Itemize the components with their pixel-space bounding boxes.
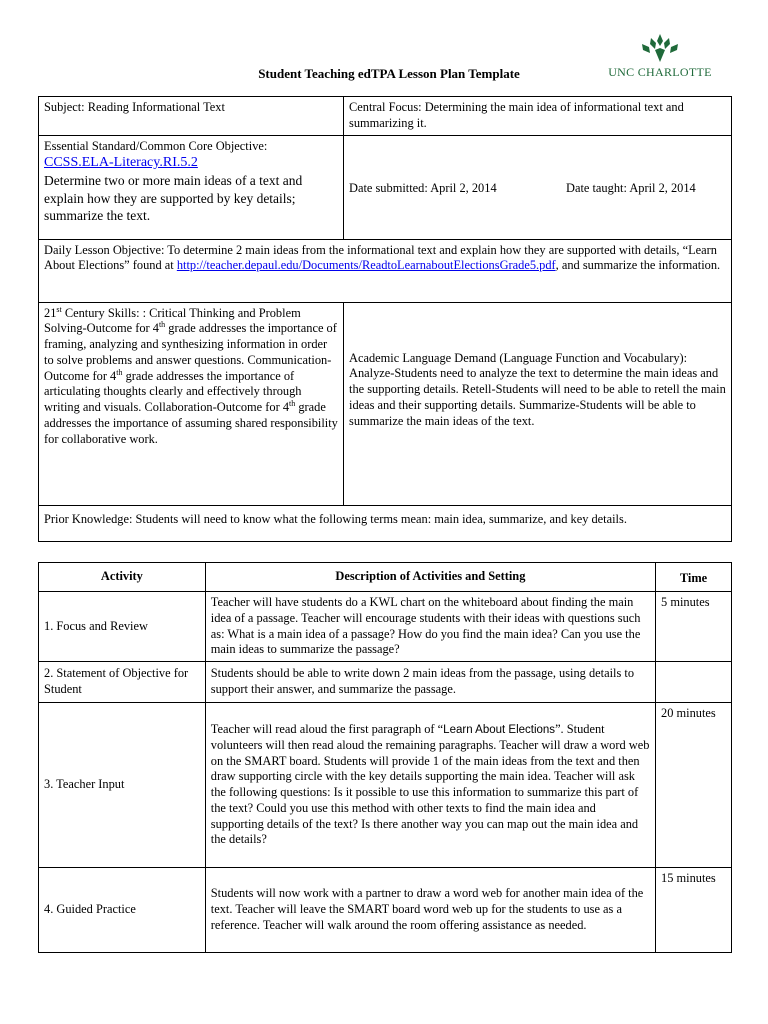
daily-objective-row bbox=[39, 239, 732, 302]
time-cell: 20 minutes bbox=[656, 703, 732, 868]
activity-cell: 4. Guided Practice bbox=[39, 868, 206, 953]
crown-leaf-icon bbox=[633, 32, 687, 64]
daily-objective-end: , and summarize the information. bbox=[555, 258, 721, 273]
skills-text-5: grade addresses the importance of assuming shared responsibility for collaborative work. bbox=[44, 400, 338, 446]
activity-cell: 1. Focus and Review bbox=[39, 592, 206, 662]
academic-language-cell: Academic Language Demand (Language Function and Vocabulary): Analyze-Students need to analyze the text to determine the main ideas and the supporting details. Retell-Students will need to be able to retell the main ideas and their supporting details. Summarize-Students will be able to summarize the main ideas of the text. bbox=[344, 302, 732, 505]
table-row bbox=[39, 703, 732, 868]
date-taught: Date taught: April 2, 2014 bbox=[566, 181, 696, 196]
activity-cell: 3. Teacher Input bbox=[39, 703, 206, 868]
standard-label: Essential Standard/Common Core Objective: bbox=[44, 138, 268, 153]
century-skills-cell bbox=[39, 302, 344, 505]
description-text-end: ”. Student volunteers will then read aloud the remaining paragraphs. Teacher will draw a word web on the SMART board. Students will provide 1 of the main ideas from the text and then draw supporting circle with the key details supporting the main idea. Teacher will ask the following questions: Is it possible to use this information to summarize this part of the text? Could you use this method with other texts to find the main idea and supporting details of the text? Is there another way you can map out the main idea and the details? bbox=[210, 722, 650, 847]
subject-row bbox=[39, 97, 732, 136]
description-cell bbox=[205, 703, 655, 868]
logo-text: UNC CHARLOTTE bbox=[608, 65, 712, 79]
skills-sup-4: th bbox=[289, 398, 296, 408]
skills-text-4: grade addresses the importance of articulating thoughts clearly and effectively through writing and visuals. Collaboration-Outcome for 4 bbox=[44, 368, 302, 414]
prior-knowledge-cell: Prior Knowledge: Students will need to know what the following terms mean: main idea, summarize, and key details. bbox=[39, 505, 732, 541]
description-header: Description of Activities and Setting bbox=[205, 563, 655, 592]
description-cell: Students will now work with a partner to draw a word web for another main idea of the text. Teacher will leave the SMART board word web up for the students to use as a reference. Teacher will walk around the room offering assistance as needed. bbox=[205, 868, 655, 953]
table-row bbox=[39, 592, 732, 662]
description-title: Learn About Elections bbox=[443, 724, 556, 736]
standard-text: Determine two or more main ideas of a text and explain how they are supported by key details; summarize the text. bbox=[44, 173, 303, 224]
activity-header: Activity bbox=[39, 563, 206, 592]
skills-sup-2: th bbox=[158, 320, 166, 330]
description-cell: Teacher will have students do a KWL chart on the whiteboard about finding the main idea of a passage. Teacher will encourage students with their ideas with questions such as: What is a main idea of a passage? How do you find the main idea? Can you use the main ideas to summarize the passage? bbox=[205, 592, 655, 662]
description-text: Teacher will read aloud the first paragraph of “ bbox=[210, 722, 444, 736]
standard-row bbox=[39, 135, 732, 239]
activities-header-row bbox=[39, 563, 732, 592]
daily-objective-text: Daily Lesson Objective: To determine 2 main ideas from the informational text and explain how they are supported with details, “Learn About Elections” found at bbox=[44, 242, 717, 273]
lesson-plan-table bbox=[38, 96, 732, 542]
date-submitted: Date submitted: April 2, 2014 bbox=[349, 181, 497, 196]
subject-cell: Subject: Reading Informational Text bbox=[39, 97, 344, 136]
standard-link[interactable]: CCSS.ELA-Literacy.RI.5.2 bbox=[44, 155, 198, 171]
time-cell: 5 minutes bbox=[656, 592, 732, 662]
table-row bbox=[39, 868, 732, 953]
description-cell: Students should be able to write down 2 main ideas from the passage, using details to support their answer, and summarize the passage. bbox=[205, 662, 655, 703]
prior-knowledge-row bbox=[39, 505, 732, 541]
table-row bbox=[39, 662, 732, 703]
time-cell: 15 minutes bbox=[656, 868, 732, 953]
daily-objective-cell bbox=[39, 239, 732, 302]
central-focus-cell: Central Focus: Determining the main idea of informational text and summarizing it. bbox=[344, 97, 732, 136]
daily-objective-link[interactable]: http://teacher.depaul.edu/Documents/ReadtoLearnaboutElectionsGrade5.pdf bbox=[176, 258, 556, 273]
activities-table bbox=[38, 562, 732, 953]
time-cell bbox=[656, 662, 732, 703]
skills-text-3: grade addresses the importance of framing, analyzing and synthesizing information in order to solve problems and answer questions. Communication-Outcome for 4 bbox=[44, 321, 337, 383]
skills-text-1: 21 bbox=[44, 305, 57, 320]
skills-sup-3: th bbox=[116, 367, 123, 377]
skills-row bbox=[39, 302, 732, 505]
activity-cell: 2. Statement of Objective for Student bbox=[39, 662, 206, 703]
dates-cell bbox=[344, 135, 732, 239]
skills-sup-1: st bbox=[56, 304, 62, 314]
standard-cell bbox=[39, 135, 344, 239]
time-header: Time bbox=[656, 563, 732, 592]
skills-text-2: Century Skills: : Critical Thinking and Problem Solving-Outcome for 4 bbox=[44, 305, 301, 336]
page-title: Student Teaching edTPA Lesson Plan Template bbox=[258, 66, 520, 81]
